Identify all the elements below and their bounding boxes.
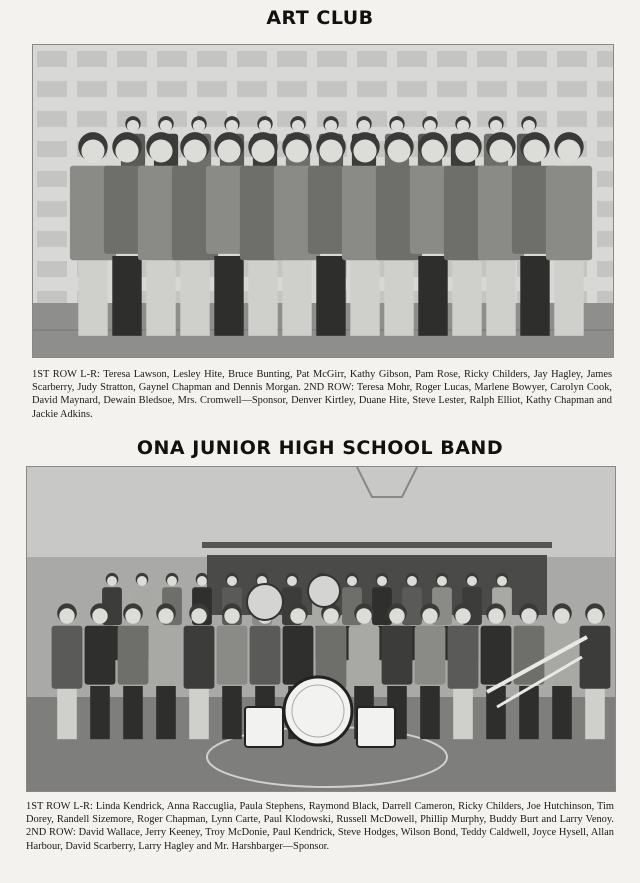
art-club-photo-drawing <box>33 45 613 357</box>
art-club-members <box>70 116 592 336</box>
art-club-photo <box>32 44 614 358</box>
band-photo-drawing <box>27 467 615 791</box>
art-club-heading: ART CLUB <box>266 7 374 29</box>
snare-drum-left <box>245 707 283 747</box>
snare-drum-right <box>357 707 395 747</box>
band-heading: ONA JUNIOR HIGH SCHOOL BAND <box>136 437 504 459</box>
bass-drum <box>284 677 352 745</box>
band-caption: 1ST ROW L-R: Linda Kendrick, Anna Raccuglia, Paula Stephens, Raymond Black, Darrell Cameron, Ricky Childers, Joe Hutchinson, Tim Dorey, Randell Sizemore, Roger Chapman, Lynn Carte, Paul Klodowski, Russell McDowell, Phillip Murphy, Buddy Burt and Larry Venoy. 2ND ROW: David Wallace, Jerry Keeney, Troy McDonie, Paul Kendrick, Steve Hodges, Wilson Bond, Teddy Caldwell, Joyce Hysell, Allan Harbour, David Scarberry, Larry Hagley and Mr. Harshbarger—Sponsor. <box>26 801 614 852</box>
band-photo <box>26 466 616 792</box>
art-club-caption: 1ST ROW L-R: Teresa Lawson, Lesley Hite, Bruce Bunting, Pat McGirr, Kathy Gibson, Pam Rose, Ricky Childers, Jay Hagley, James Scarberry, Judy Stratton, Gaynel Chapman and Dennis Morgan. 2ND ROW: Teresa Mohr, Roger Lucas, Marlene Bowyer, Carolyn Cook, David Maynard, Dewain Bledsoe, Mrs. Cromwell—Sponsor, Denver Kirtley, Duane Hite, Steve Lester, Ralph Elliot, Kathy Chapman and Jackie Adkins. <box>32 369 612 420</box>
